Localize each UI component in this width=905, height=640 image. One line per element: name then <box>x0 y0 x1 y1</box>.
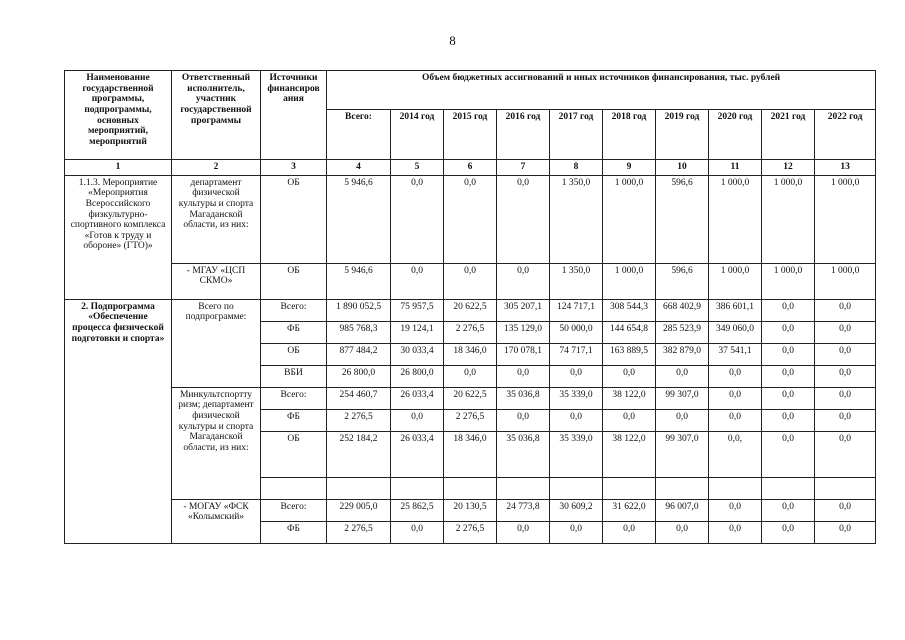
header-total: Всего: <box>327 110 391 160</box>
value-cell: 0,0 <box>815 343 876 365</box>
event-name-cell: 1.1.3. Мероприятие «Мероприятия Всероссийского физкультурно-спортивного комплекса «Готов к труду и обороне» (ГТО)» <box>65 175 172 299</box>
value-cell: 0,0 <box>656 409 709 431</box>
value-cell: 1 000,0 <box>603 175 656 263</box>
value-cell <box>444 477 497 499</box>
column-number: 6 <box>444 160 497 176</box>
value-cell: 0,0 <box>497 365 550 387</box>
value-cell: 0,0 <box>762 431 815 477</box>
value-cell: 20 622,5 <box>444 299 497 321</box>
value-cell: 30 033,4 <box>391 343 444 365</box>
value-cell: 74 717,1 <box>550 343 603 365</box>
value-cell: 1 000,0 <box>762 175 815 263</box>
value-cell: 0,0 <box>550 521 603 543</box>
value-cell: 2 276,5 <box>444 321 497 343</box>
value-cell: 124 717,1 <box>550 299 603 321</box>
value-cell: 163 889,5 <box>603 343 656 365</box>
value-cell: 0,0 <box>762 409 815 431</box>
value-cell: 0,0 <box>762 321 815 343</box>
value-cell: 0,0 <box>391 175 444 263</box>
value-cell: 0,0 <box>709 365 762 387</box>
value-cell: 0,0 <box>762 499 815 521</box>
value-cell: 26 033,4 <box>391 431 444 477</box>
header-year: 2015 год <box>444 110 497 160</box>
value-cell: 254 460,7 <box>327 387 391 409</box>
header-row <box>65 71 876 110</box>
value-cell: 382 879,0 <box>656 343 709 365</box>
value-cell <box>815 477 876 499</box>
value-cell: 0,0 <box>550 365 603 387</box>
value-cell: 0,0 <box>815 321 876 343</box>
value-cell: 35 036,8 <box>497 431 550 477</box>
value-cell <box>762 477 815 499</box>
source-cell: Всего: <box>261 499 327 521</box>
value-cell: 35 339,0 <box>550 387 603 409</box>
value-cell <box>391 477 444 499</box>
value-cell <box>603 477 656 499</box>
value-cell: 37 541,1 <box>709 343 762 365</box>
value-cell: 31 622,0 <box>603 499 656 521</box>
value-cell: 26 800,0 <box>327 365 391 387</box>
value-cell <box>497 477 550 499</box>
source-cell: ФБ <box>261 409 327 431</box>
executor-cell: Минкультспортту ризм; департамент физической культуры и спорта Магаданской области, из них: <box>172 387 261 499</box>
column-number: 4 <box>327 160 391 176</box>
column-number: 11 <box>709 160 762 176</box>
column-number: 8 <box>550 160 603 176</box>
value-cell: 96 007,0 <box>656 499 709 521</box>
value-cell: 2 276,5 <box>327 409 391 431</box>
value-cell: 35 036,8 <box>497 387 550 409</box>
value-cell: 349 060,0 <box>709 321 762 343</box>
value-cell <box>709 477 762 499</box>
column-number: 3 <box>261 160 327 176</box>
value-cell <box>550 477 603 499</box>
value-cell: 0,0 <box>444 365 497 387</box>
value-cell: 1 890 052,5 <box>327 299 391 321</box>
value-cell: 0,0 <box>815 365 876 387</box>
header-year: 2020 год <box>709 110 762 160</box>
value-cell: 0,0 <box>815 387 876 409</box>
column-number: 2 <box>172 160 261 176</box>
value-cell: 26 033,4 <box>391 387 444 409</box>
value-cell: 0,0 <box>391 409 444 431</box>
value-cell: 0,0 <box>444 263 497 299</box>
column-number: 1 <box>65 160 172 176</box>
source-cell: ОБ <box>261 263 327 299</box>
value-cell: 0,0 <box>815 431 876 477</box>
value-cell: 99 307,0 <box>656 431 709 477</box>
value-cell: 0,0, <box>709 431 762 477</box>
value-cell: 5 946,6 <box>327 175 391 263</box>
value-cell: 386 601,1 <box>709 299 762 321</box>
source-cell: ВБИ <box>261 365 327 387</box>
value-cell: 1 000,0 <box>762 263 815 299</box>
value-cell: 308 544,3 <box>603 299 656 321</box>
value-cell: 668 402,9 <box>656 299 709 321</box>
value-cell: 0,0 <box>603 409 656 431</box>
value-cell <box>327 477 391 499</box>
value-cell: 1 000,0 <box>709 175 762 263</box>
header-year: 2016 год <box>497 110 550 160</box>
value-cell: 1 350,0 <box>550 175 603 263</box>
value-cell: 50 000,0 <box>550 321 603 343</box>
value-cell: 19 124,1 <box>391 321 444 343</box>
value-cell: 38 122,0 <box>603 387 656 409</box>
value-cell: 0,0 <box>497 409 550 431</box>
value-cell: 0,0 <box>709 521 762 543</box>
value-cell: 985 768,3 <box>327 321 391 343</box>
executor-cell: - МГАУ «ЦСП СКМО» <box>172 263 261 299</box>
value-cell: 0,0 <box>656 365 709 387</box>
value-cell: 0,0 <box>497 263 550 299</box>
value-cell: 0,0 <box>391 521 444 543</box>
value-cell: 0,0 <box>762 365 815 387</box>
value-cell: 1 000,0 <box>815 263 876 299</box>
value-cell: 0,0 <box>762 343 815 365</box>
header-year: 2018 год <box>603 110 656 160</box>
value-cell: 0,0 <box>444 175 497 263</box>
source-cell: ОБ <box>261 431 327 477</box>
value-cell: 18 346,0 <box>444 431 497 477</box>
page-number: 8 <box>449 33 456 48</box>
source-cell: ОБ <box>261 343 327 365</box>
value-cell: 0,0 <box>762 521 815 543</box>
source-cell: Всего: <box>261 299 327 321</box>
value-cell: 144 654,8 <box>603 321 656 343</box>
table-row <box>65 387 876 409</box>
value-cell: 0,0 <box>550 409 603 431</box>
value-cell: 0,0 <box>815 409 876 431</box>
value-cell <box>656 477 709 499</box>
value-cell: 0,0 <box>815 521 876 543</box>
value-cell: 0,0 <box>656 521 709 543</box>
value-cell: 1 000,0 <box>603 263 656 299</box>
column-number: 13 <box>815 160 876 176</box>
value-cell: 20 622,5 <box>444 387 497 409</box>
executor-cell: департамент физической культуры и спорта Магаданской области, из них: <box>172 175 261 263</box>
value-cell: 170 078,1 <box>497 343 550 365</box>
value-cell: 305 207,1 <box>497 299 550 321</box>
table-row <box>65 299 876 321</box>
value-cell: 596,6 <box>656 175 709 263</box>
source-cell: ФБ <box>261 321 327 343</box>
value-cell: 24 773,8 <box>497 499 550 521</box>
source-cell: Всего: <box>261 387 327 409</box>
source-cell <box>261 477 327 499</box>
value-cell: 20 130,5 <box>444 499 497 521</box>
value-cell: 0,0 <box>709 387 762 409</box>
header-budget-group: Объем бюджетных ассигнований и иных источников финансирования, тыс. рублей <box>327 71 876 110</box>
executor-cell: - МОГАУ «ФСК «Колымский» <box>172 499 261 543</box>
table-row <box>65 263 876 299</box>
executor-cell: Всего по подпрограмме: <box>172 299 261 387</box>
value-cell: 5 946,6 <box>327 263 391 299</box>
value-cell: 0,0 <box>497 175 550 263</box>
header-program-name: Наименование государственной программы, подпрограммы, основных мероприятий, мероприятий <box>65 71 172 160</box>
value-cell: 2 276,5 <box>444 521 497 543</box>
table-row <box>65 499 876 521</box>
value-cell: 0,0 <box>762 387 815 409</box>
column-number: 10 <box>656 160 709 176</box>
value-cell: 229 005,0 <box>327 499 391 521</box>
value-cell: 0,0 <box>815 299 876 321</box>
value-cell: 30 609,2 <box>550 499 603 521</box>
value-cell: 0,0 <box>497 521 550 543</box>
header-year: 2017 год <box>550 110 603 160</box>
value-cell: 0,0 <box>603 521 656 543</box>
subprogram-name-cell: 2. Подпрограмма «Обеспечение процесса физической подготовки и спорта» <box>65 299 172 543</box>
header-source: Источники финансиров ания <box>261 71 327 160</box>
value-cell: 26 800,0 <box>391 365 444 387</box>
value-cell: 99 307,0 <box>656 387 709 409</box>
header-year: 2014 год <box>391 110 444 160</box>
header-year: 2019 год <box>656 110 709 160</box>
value-cell: 2 276,5 <box>444 409 497 431</box>
value-cell: 38 122,0 <box>603 431 656 477</box>
value-cell: 18 346,0 <box>444 343 497 365</box>
value-cell: 2 276,5 <box>327 521 391 543</box>
column-number: 12 <box>762 160 815 176</box>
header-year: 2022 год <box>815 110 876 160</box>
budget-table <box>64 70 876 544</box>
value-cell: 135 129,0 <box>497 321 550 343</box>
value-cell: 25 862,5 <box>391 499 444 521</box>
value-cell: 0,0 <box>762 299 815 321</box>
column-number-row <box>65 160 876 176</box>
header-executor: Ответственный исполнитель, участник государственной программы <box>172 71 261 160</box>
value-cell: 0,0 <box>603 365 656 387</box>
value-cell: 1 000,0 <box>709 263 762 299</box>
source-cell: ФБ <box>261 521 327 543</box>
value-cell: 75 957,5 <box>391 299 444 321</box>
value-cell: 596,6 <box>656 263 709 299</box>
value-cell: 252 184,2 <box>327 431 391 477</box>
table-row <box>65 175 876 263</box>
value-cell: 1 350,0 <box>550 263 603 299</box>
column-number: 7 <box>497 160 550 176</box>
value-cell: 0,0 <box>709 499 762 521</box>
value-cell: 0,0 <box>709 409 762 431</box>
value-cell: 1 000,0 <box>815 175 876 263</box>
column-number: 5 <box>391 160 444 176</box>
column-number: 9 <box>603 160 656 176</box>
header-year: 2021 год <box>762 110 815 160</box>
value-cell: 0,0 <box>815 499 876 521</box>
value-cell: 35 339,0 <box>550 431 603 477</box>
value-cell: 285 523,9 <box>656 321 709 343</box>
value-cell: 877 484,2 <box>327 343 391 365</box>
value-cell: 0,0 <box>391 263 444 299</box>
source-cell: ОБ <box>261 175 327 263</box>
